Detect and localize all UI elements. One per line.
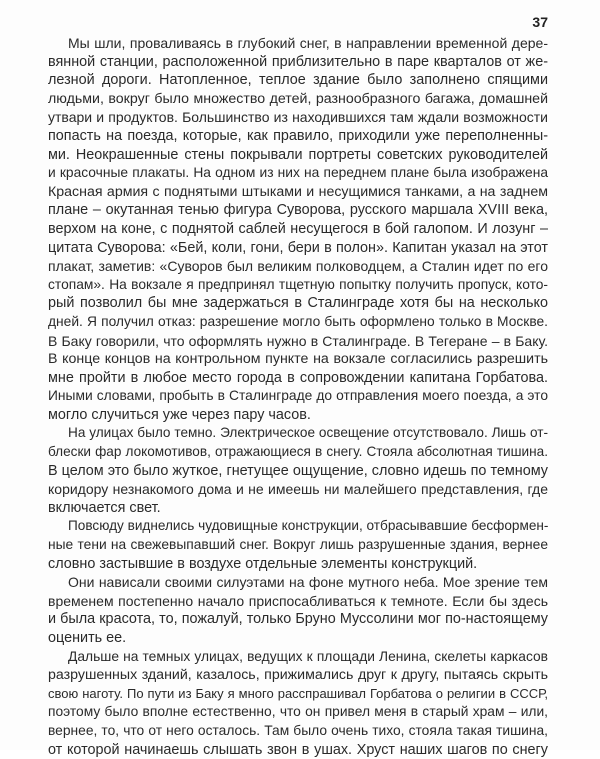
text-line: оценить ее. <box>48 630 127 646</box>
text-line: Красная армия с поднятыми штыками и несущимися танками, а на заднем <box>48 183 548 200</box>
text-line: словно застывшие в воздухе отдельные элементы конструкций. <box>48 555 478 572</box>
text-line: попасть на поезда, которые, как правило, приходили уже переполненны- <box>48 127 548 144</box>
text-line: дней. Я получил отказ: разрешение могло быть оформлено только в Москве. <box>48 313 548 329</box>
text-line: поэтому было вполне естественно, что он привел меня в старый храм – или, <box>48 704 548 720</box>
text-line: лезной дороги. Натопленное, теплое здание было заполнено спящими <box>48 72 548 89</box>
text-line: Они нависали своими силуэтами на фоне мутного неба. Мое зрение тем <box>68 574 548 591</box>
text-line: коридору незнакомого дома и не имеешь ни малейшего представления, где <box>48 481 548 498</box>
text-line: и была красота, то, пожалуй, только Бруно Муссолини мог по-настоящему <box>48 611 548 628</box>
text-line: временем постепенно начало приспосабливаться к темноте. Если бы здесь <box>48 592 548 609</box>
text-line: Мы шли, проваливаясь в глубокий снег, в направлении временной дере- <box>68 35 548 51</box>
paragraph <box>48 517 548 573</box>
text-line: плакат, заметив: «Суворов был великим полководцем, а Сталин идет по его <box>48 258 548 275</box>
text-line: могло случиться уже через пару часов. <box>48 406 311 423</box>
paragraph <box>48 573 548 647</box>
text-line: В целом это было жуткое, гнетущее ощущение, словно идешь по темному <box>48 462 548 479</box>
paragraph <box>48 648 548 759</box>
text-line: утвари и продуктов. Большинство из находившихся там ждали возможности <box>48 109 548 126</box>
text-line: верхом на коне, с поднятой саблей несущегося в бой галопом. И лозунг – <box>48 220 548 237</box>
text-line: от которой начинаешь слышать звон в ушах. Хруст наших шагов по снегу <box>48 741 548 758</box>
text-line: стопам». На вокзале я предпринял тщетную попытку получить пропуск, кото- <box>48 276 548 292</box>
text-line: рый позволил бы мне задержаться в Сталинграде хотя бы на несколько <box>48 295 548 312</box>
text-line: вернее, то, что от него осталось. Там было очень тихо, стояла такая тишина, <box>48 722 548 738</box>
paragraph <box>48 34 548 424</box>
text-line: плане – окутанная тенью фигура Суворова, русского маршала XVIII века, <box>48 202 548 219</box>
text-line: и красочные плакаты. На одном из них на переднем плане была изображена <box>48 165 548 181</box>
text-line: свою наготу. По пути из Баку я много расспрашивал Горбатова о религии в СССР, <box>48 685 548 701</box>
text-line: ми. Неокрашенные стены покрывали портреты советских руководителей <box>48 146 548 163</box>
text-line: блески фар локомотивов, отражающиеся в снегу. Стояла абсолютная тишина. <box>48 444 548 460</box>
text-line: вянной станции, расположенной приблизительно в паре кварталов от же- <box>48 53 548 70</box>
text-line: На улицах было темно. Электрическое освещение отсутствовало. Лишь от- <box>68 425 548 441</box>
text-line: В Баку говорили, что оформлять нужно в Сталинграде. В Тегеране – в Баку. <box>48 332 548 349</box>
text-line: В конце концов на контрольном пункте на вокзале согласились разрешить <box>48 351 548 368</box>
text-line: людьми, вокруг было множество детей, разнообразного багажа, домашней <box>48 90 548 107</box>
text-line: мне пройти в любое место города в сопровождении капитана Горбатова. <box>48 369 548 386</box>
text-line: включается свет. <box>48 499 161 516</box>
page-number: 37 <box>532 14 548 30</box>
paragraph <box>48 424 548 517</box>
body-text <box>48 34 548 759</box>
text-line: Иными словами, пробыть в Сталинграде до отправления моего поезда, а это <box>48 388 548 404</box>
text-line: разрушенных зданий, казалось, прижимались друг к другу, пытаясь скрыть <box>48 667 548 684</box>
text-line: цитата Суворова: «Бей, коли, гони, бери в полон». Капитан указал на этот <box>48 239 548 256</box>
text-line: Повсюду виднелись чудовищные конструкции, отбрасывавшие бесформен- <box>68 518 549 534</box>
text-line: Дальше на темных улицах, ведущих к площади Ленина, скелеты каркасов <box>68 648 548 664</box>
text-line: ные тени на свежевыпавший снег. Вокруг лишь разрушенные здания, вернее <box>48 537 548 553</box>
